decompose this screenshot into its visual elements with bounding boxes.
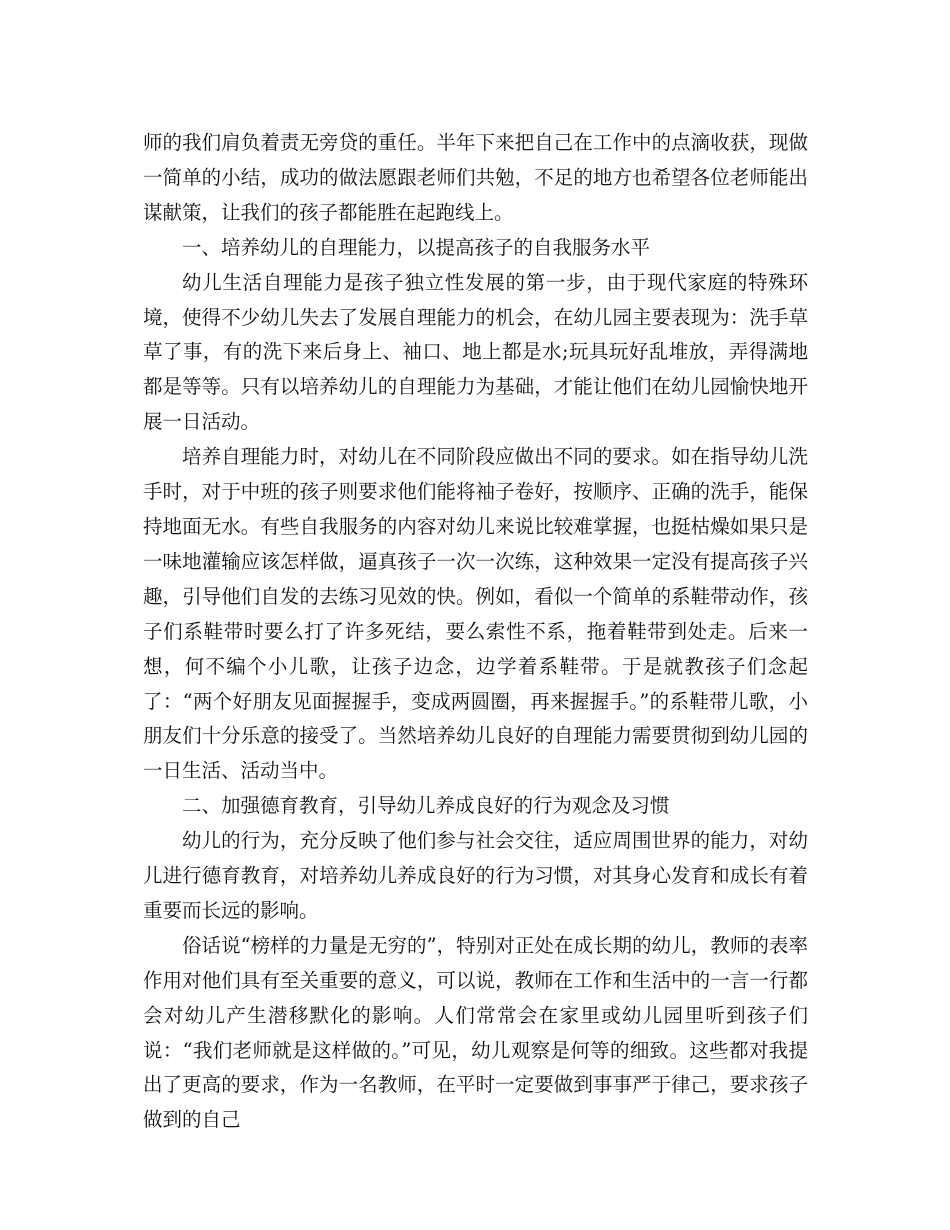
- section-heading-2: 二、加强德育教育，引导幼儿养成良好的行为观念及习惯: [182, 794, 670, 818]
- paragraph: 幼儿的行为，充分反映了他们参与社会交往，适应周围世界的能力，对幼儿进行德育教育，对培养幼儿养成良好的行为习惯，对其身心发育和成长有着重要而长远的影响。: [143, 829, 808, 922]
- section-heading-1: 一、培养幼儿的自理能力，以提高孩子的自我服务水平: [182, 235, 651, 259]
- paragraph: 培养自理能力时，对幼儿在不同阶段应做出不同的要求。如在指导幼儿洗手时，对于中班的孩子则要求他们能将袖子卷好，按顺序、正确的洗手，能保持地面无水。有些自我服务的内容对幼儿来说比较难掌握，也挺枯燥如果只是一味地灌输应该怎样做，逼真孩子一次一次练，这种效果一定没有提高孩子兴趣，引导他们自发的去练习见效的快。例如，看似一个简单的系鞋带动作，孩子们系鞋带时要么打了许多死结，要么索性不系，拖着鞋带到处走。后来一想，何不编个小儿歌，让孩子边念，边学着系鞋带。于是就教孩子们念起了：“两个好朋友见面握握手，变成两圆圈，再来握握手。”的系鞋带儿歌，小朋友们十分乐意的接受了。当然培养幼儿良好的自理能力需要贯彻到幼儿园的一日生活、活动当中。: [143, 445, 808, 783]
- paragraph-continuation: 师的我们肩负着责无旁贷的重任。半年下来把自己在工作中的点滴收获，现做一简单的小结，成功的做法愿跟老师们共勉，不足的地方也希望各位老师能出谋献策，让我们的孩子都能胜在起跑线上。: [143, 131, 808, 224]
- paragraph: 幼儿生活自理能力是孩子独立性发展的第一步，由于现代家庭的特殊环境，使得不少幼儿失去了发展自理能力的机会，在幼儿园主要表现为：洗手草草了事，有的洗下来后身上、袖口、地上都是水;玩具玩好乱堆放，弄得满地都是等等。只有以培养幼儿的自理能力为基础，才能让他们在幼儿园愉快地开展一日活动。: [143, 270, 808, 434]
- paragraph: 俗话说“榜样的力量是无穷的”，特别对正处在成长期的幼儿，教师的表率作用对他们具有至关重要的意义，可以说，教师在工作和生活中的一言一行都会对幼儿产生潜移默化的影响。人们常常会在家里或幼儿园里听到孩子们说：“我们老师就是这样做的。”可见，幼儿观察是何等的细致。这些都对我提出了更高的要求，作为一名教师，在平时一定要做到事事严于律己，要求孩子做到的自己: [143, 933, 808, 1132]
- document-body: [143, 126, 808, 1138]
